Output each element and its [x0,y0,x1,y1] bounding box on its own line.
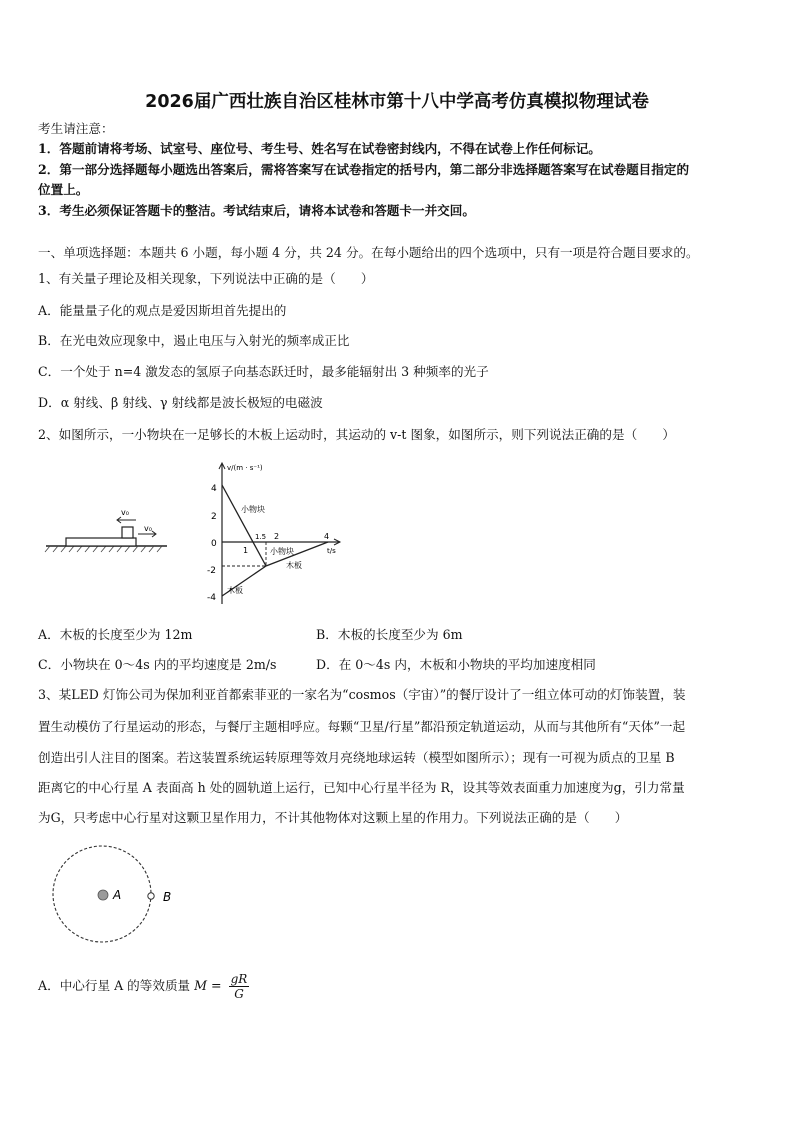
q3-line-3: 创造出引人注目的图案。若这装置系统运转原理等效月亮绕地球运转（模型如图所示）；现有一可视为质点的卫星 B [38,750,675,765]
tick-y-neg4: -4 [207,593,216,603]
board-rect [66,538,136,546]
q2-option-a: A．木板的长度至少为 12m [38,627,193,642]
q2-board-figure [44,498,169,556]
t-axis-label: t/s [327,547,336,555]
notice-item-2-cont: 位置上。 [38,182,89,197]
tick-x-2: 2 [274,532,280,541]
planet-a [98,890,108,900]
section-heading: 一、单项选择题：本题共 6 小题，每小题 4 分，共 24 分。在每小题给出的四个选项中，只有一项是符合题目要求的。 [38,245,699,260]
ground-hatch [45,546,162,552]
q2-vt-graph [205,458,345,606]
tick-y-2: 2 [211,512,217,522]
q3-orbit-figure [46,842,186,946]
board-v0-label: v₀ [144,524,152,533]
q1-stem: 1、有关量子理论及相关现象，下列说法中正确的是（ ） [38,271,374,286]
block-v0-label: v₀ [121,508,129,517]
q2-option-d: D．在 0～4s 内，木板和小物块的平均加速度相同 [316,657,596,672]
fraction-denominator: G [234,987,244,1001]
fraction-numerator: gR [230,972,248,986]
q1-option-b: B．在光电效应现象中，遏止电压与入射光的频率成正比 [38,333,350,348]
block-rect [122,527,133,538]
q3-line-5: 为G，只考虑中心行星对这颗卫星作用力，不计其他物体对这颗上星的作用力。下列说法正确的是（ ） [38,810,628,825]
notice-item-2: 2．第一部分选择题每小题选出答案后，需将答案写在试卷指定的括号内，第二部分非选择题答案写在试卷题目指定的 [38,162,690,177]
label-board-right: 木板 [286,561,302,570]
tick-y-4: 4 [211,484,217,494]
notice-item-1: 1．答题前请将考场、试室号、座位号、考生号、姓名写在试卷密封线内，不得在试卷上作任何标记。 [38,141,601,156]
tick-y-0: 0 [211,539,217,549]
tick-y-neg2: -2 [207,566,216,576]
q1-option-a: A．能量量子化的观点是爱因斯坦首先提出的 [38,303,287,318]
label-block-upper: 小物块 [241,505,265,514]
q2-option-c: C．小物块在 0～4s 内的平均速度是 2m/s [38,657,277,672]
v-axis-label: v/(m · s⁻¹) [227,464,263,472]
q3-option-a [38,972,249,1001]
label-block-lower: 小物块 [270,547,294,556]
q1-option-d: D．α 射线、β 射线、γ 射线都是波长极短的电磁波 [38,395,323,410]
q3-option-a-lhs: M = [194,978,222,993]
planet-a-label: A [113,888,122,902]
q2-option-b: B．木板的长度至少为 6m [316,627,463,642]
q3-option-a-text: A．中心行星 A 的等效质量 [38,978,191,993]
tick-x-1.5: 1.5 [255,533,267,541]
tick-x-1: 1 [243,546,249,555]
q2-stem: 2、如图所示，一小物块在一足够长的木板上运动时，其运动的 v-t 图象，如图所示，则下列说法正确的是（ ） [38,427,675,442]
tick-x-4: 4 [324,532,330,541]
satellite-b-label: B [163,890,172,904]
fraction [229,972,250,1001]
q1-option-c: C．一个处于 n=4 激发态的氢原子向基态跃迁时，最多能辐射出 3 种频率的光子 [38,364,489,379]
satellite-b [148,893,154,899]
q3-line-1: 3、某LED 灯饰公司为保加利亚首都索菲亚的一家名为“cosmos（宇宙）”的餐厅设计了一组立体可动的灯饰装置，装 [38,687,686,702]
exam-title: 2026届广西壮族自治区桂林市第十八中学高考仿真模拟物理试卷 [145,92,649,112]
notice-heading: 考生请注意： [38,121,114,136]
q3-line-4: 距离它的中心行星 A 表面高 h 处的圆轨道上运行，已知中心行星半径为 R，设其等效表面重力加速度为g，引力常量 [38,780,685,795]
q3-line-2: 置生动模仿了行星运动的形态，与餐厅主题相呼应。每颗“卫星/行星”都沿预定轨道运动，从而与其他所有“天体”一起 [38,719,686,734]
label-board-lower: 木板 [227,586,243,595]
notice-item-3: 3．考生必须保证答题卡的整洁。考试结束后，请将本试卷和答题卡一并交回。 [38,203,475,218]
